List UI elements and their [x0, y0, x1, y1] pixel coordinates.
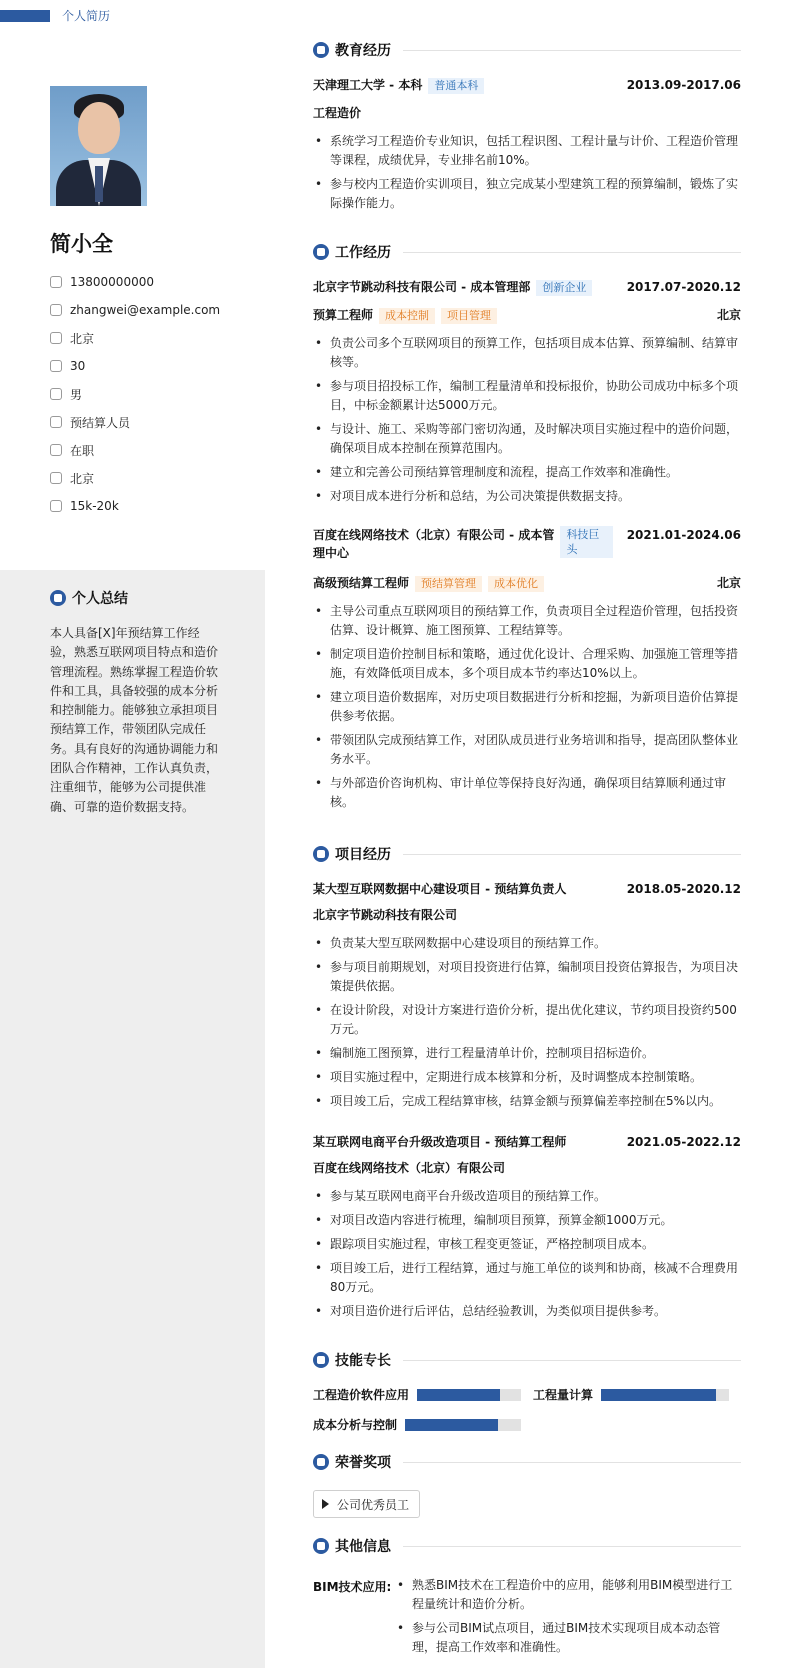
- education-header: 教育经历: [313, 40, 741, 60]
- info-city: 北京: [50, 464, 220, 492]
- bar-chart-icon: [313, 1352, 329, 1368]
- list-item: • 熟悉BIM技术在工程造价中的应用，能够利用BIM模型进行工程量统计和造价分析。: [395, 1576, 741, 1614]
- skill-tag: 成本优化: [488, 576, 544, 592]
- send-icon: [50, 416, 62, 428]
- project-date: 2018.05-2020.12: [626, 882, 741, 896]
- project-company: 北京字节跳动科技有限公司: [313, 908, 458, 922]
- project-entry-2: [313, 1133, 741, 1151]
- building-icon: [50, 472, 62, 484]
- project-date: 2021.05-2022.12: [626, 1135, 741, 1149]
- info-phone: 13800000000: [50, 268, 220, 296]
- info-position: 预结算人员: [50, 408, 220, 436]
- list-item: • 项目实施过程中，定期进行成本核算和分析，及时调整成本控制策略。: [313, 1068, 741, 1087]
- info-icon: [313, 1538, 329, 1554]
- divider: [403, 1462, 741, 1463]
- info-age: 30: [50, 352, 220, 380]
- company-name: 百度在线网络技术（北京）有限公司 - 成本管理中心: [313, 528, 555, 560]
- divider: [403, 252, 741, 253]
- list-item: • 项目竣工后，进行工程结算，通过与施工单位的谈判和协商，核减不合理费用80万元。: [313, 1259, 741, 1297]
- job-city: 北京: [716, 308, 741, 322]
- skill-tag: 预结算管理: [415, 576, 482, 592]
- skill-tag: 成本控制: [379, 308, 435, 324]
- info-salary: 15k-20k: [50, 492, 220, 520]
- school-name: 天津理工大学 - 本科: [313, 78, 423, 92]
- skill-bar: [601, 1389, 729, 1401]
- profile-photo: [50, 86, 147, 206]
- list-item: • 系统学习工程造价专业知识，包括工程识图、工程计量与计价、工程造价管理等课程，成绩优异，专业排名前10%。: [313, 132, 741, 170]
- divider: [403, 854, 741, 855]
- phone-icon: [50, 276, 62, 288]
- summary-text: 本人具备[X]年预结算工作经验，熟悉互联网项目特点和造价管理流程。熟练掌握工程造价软件和工具，具备较强的成本分析和控制能力。能够独立承担项目预结算工作，带领团队完成任务。具有良好的沟通协调能力和团队合作精神，工作认真负责，注重细节，能够为公司提供准确、可靠的造价数据支持。: [50, 626, 219, 814]
- list-item: • 带领团队完成预结算工作，对团队成员进行业务培训和指导，提高团队整体业务水平。: [313, 731, 741, 769]
- school-tag: 普通本科: [428, 78, 484, 94]
- list-item: • 参与项目招投标工作，编制工程量清单和投标报价，协助公司成功中标多个项目，中标金额累计达5000万元。: [313, 377, 741, 415]
- job-2-bullets: [313, 602, 741, 817]
- job-role: 高级预结算工程师: [313, 576, 410, 590]
- mail-icon: [50, 304, 62, 316]
- divider: [403, 1546, 741, 1547]
- list-item: • 制定项目造价控制目标和策略，通过优化设计、合理采购、加强施工管理等措施，有效降低项目成本，多个项目成本节约率达10%以上。: [313, 645, 741, 683]
- list-item: • 参与公司BIM试点项目，通过BIM技术实现项目成本动态管理，提高工作效率和准确性。: [395, 1619, 741, 1657]
- education-date: 2013.09-2017.06: [626, 78, 741, 92]
- skill-item: 工程量计算: [533, 1386, 729, 1403]
- salary-icon: [50, 500, 62, 512]
- skill-item: 工程造价软件应用: [313, 1386, 521, 1403]
- award-icon: [313, 1454, 329, 1470]
- age-icon: [50, 360, 62, 372]
- list-item: • 参与校内工程造价实训项目，独立完成某小型建筑工程的预算编制，锻炼了实际操作能力。: [313, 175, 741, 213]
- list-item: • 对项目成本进行分析和总结，为公司决策提供数据支持。: [313, 487, 741, 506]
- other-bullets: [395, 1576, 741, 1662]
- list-item: • 与外部造价咨询机构、审计单位等保持良好沟通，确保项目结算顺利通过审核。: [313, 774, 741, 812]
- list-item: • 主导公司重点互联网项目的预结算工作，负责项目全过程造价管理，包括投资估算、设计概算、施工图预算、工程结算等。: [313, 602, 741, 640]
- project-1-bullets: [313, 934, 741, 1116]
- list-item: • 参与项目前期规划，对项目投资进行估算，编制项目投资估算报告，为项目决策提供依据。: [313, 958, 741, 996]
- skills-header: 技能专长: [313, 1350, 741, 1370]
- list-item: • 建立和完善公司预结算管理制度和流程，提高工作效率和准确性。: [313, 463, 741, 482]
- briefcase-icon: [313, 244, 329, 260]
- list-item: • 跟踪项目实施过程，审核工程变更签证，严格控制项目成本。: [313, 1235, 741, 1254]
- job-date: 2021.01-2024.06: [626, 528, 741, 542]
- project-2-bullets: [313, 1187, 741, 1326]
- info-email: zhangwei@example.com: [50, 296, 220, 324]
- other-label: BIM技术应用:: [313, 1580, 392, 1594]
- skill-tag: 项目管理: [441, 308, 497, 324]
- list-item: • 负责某大型互联网数据中心建设项目的预结算工作。: [313, 934, 741, 953]
- projects-header: 项目经历: [313, 844, 741, 864]
- skill-bar: [405, 1419, 521, 1431]
- project-name: 某大型互联网数据中心建设项目 - 预结算负责人: [313, 882, 567, 896]
- work-header: 工作经历: [313, 242, 741, 262]
- honors-header: 荣誉奖项: [313, 1452, 741, 1472]
- info-gender: 男: [50, 380, 220, 408]
- skill-bar: [417, 1389, 521, 1401]
- gender-icon: [50, 388, 62, 400]
- company-name: 北京字节跳动科技有限公司 - 成本管理部: [313, 280, 531, 294]
- skill-item: 成本分析与控制: [313, 1416, 521, 1433]
- company-tag: 科技巨头: [560, 526, 613, 558]
- other-header: 其他信息: [313, 1536, 741, 1556]
- job-1-bullets: [313, 334, 741, 511]
- list-item: • 在设计阶段，对设计方案进行造价分析，提出优化建议，节约项目投资约500万元。: [313, 1001, 741, 1039]
- honor-badge[interactable]: 公司优秀员工: [313, 1490, 420, 1518]
- list-item: • 对项目造价进行后评估，总结经验教训，为类似项目提供参考。: [313, 1302, 741, 1321]
- graduation-cap-icon: [313, 42, 329, 58]
- education-major: 工程造价: [313, 106, 362, 120]
- job-city: 北京: [716, 576, 741, 590]
- divider: [403, 1360, 741, 1361]
- info-location: 北京: [50, 324, 220, 352]
- job-entry-1: [313, 278, 741, 296]
- education-bullets: [313, 132, 741, 218]
- list-item: • 编制施工图预算，进行工程量清单计价，控制项目招标造价。: [313, 1044, 741, 1063]
- job-role-line: [313, 574, 741, 592]
- project-name: 某互联网电商平台升级改造项目 - 预结算工程师: [313, 1135, 567, 1149]
- status-icon: [50, 444, 62, 456]
- home-icon: [50, 332, 62, 344]
- list-item: • 参与某互联网电商平台升级改造项目的预结算工作。: [313, 1187, 741, 1206]
- job-role-line: [313, 306, 741, 324]
- job-role: 预算工程师: [313, 308, 374, 322]
- list-item: • 对项目改造内容进行梳理，编制项目预算，预算金额1000万元。: [313, 1211, 741, 1230]
- list-item: • 建立项目造价数据库，对历史项目数据进行分析和挖掘，为新项目造价估算提供参考依据。: [313, 688, 741, 726]
- list-item: • 项目竣工后，完成工程结算审核，结算金额与预算偏差率控制在5%以内。: [313, 1092, 741, 1111]
- info-status: 在职: [50, 436, 220, 464]
- project-entry-1: [313, 880, 741, 898]
- project-company: 百度在线网络技术（北京）有限公司: [313, 1161, 506, 1175]
- divider: [403, 50, 741, 51]
- profile-name: 简小全: [50, 232, 113, 256]
- header-label: 个人简历: [62, 9, 111, 23]
- grid-icon: [313, 846, 329, 862]
- company-tag: 创新企业: [536, 280, 592, 296]
- play-icon: [322, 1499, 329, 1509]
- list-item: • 与设计、施工、采购等部门密切沟通，及时解决项目实施过程中的造价问题，确保项目成本控制在预算范围内。: [313, 420, 741, 458]
- summary-header: 个人总结: [50, 588, 128, 608]
- job-entry-2: [313, 526, 741, 562]
- list-item: • 负责公司多个互联网项目的预算工作，包括项目成本估算、预算编制、结算审核等。: [313, 334, 741, 372]
- education-entry: [313, 76, 741, 94]
- contact-info: [50, 268, 220, 520]
- header-accent-bar: [0, 10, 50, 22]
- job-date: 2017.07-2020.12: [626, 280, 741, 294]
- user-icon: [50, 590, 66, 606]
